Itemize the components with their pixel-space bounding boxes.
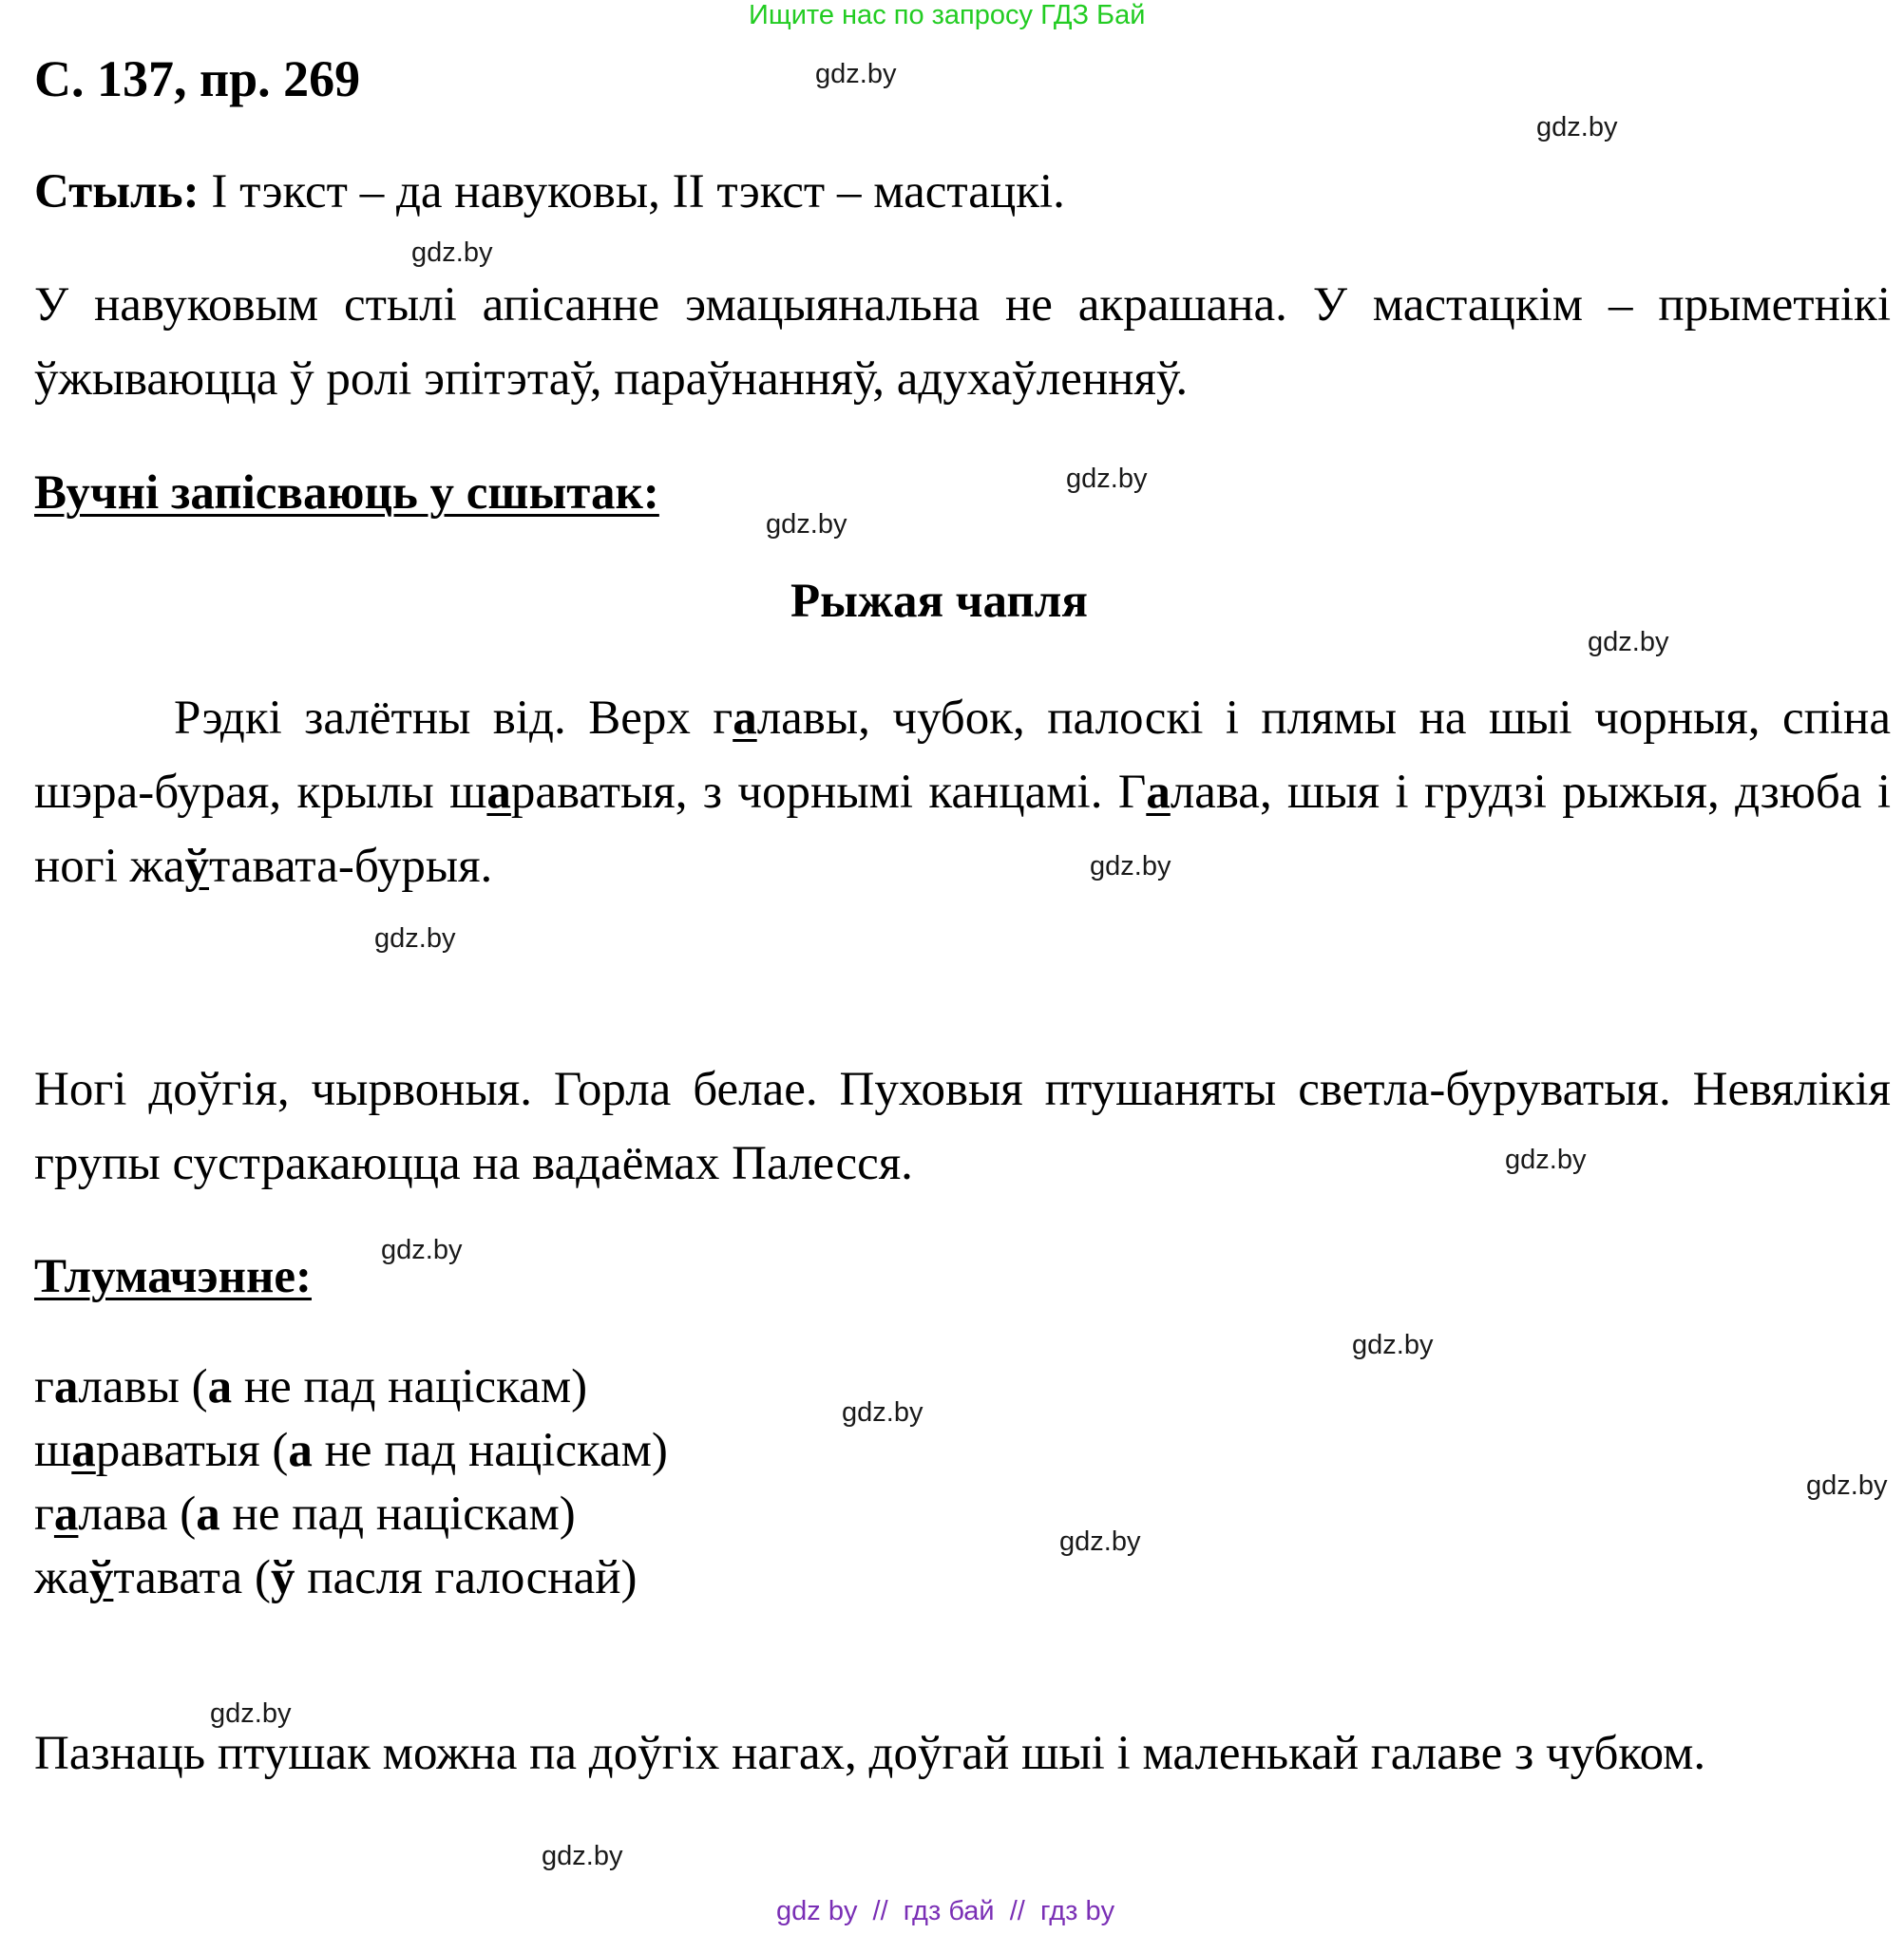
p1-seg4: лава, шыя і грудзі рыжыя, дзюба і ногі жа: [34, 766, 1891, 893]
exp-pre: жа: [34, 1551, 89, 1604]
footer-links[interactable]: gdz by // гдз бай // гдз by: [776, 1896, 1115, 1926]
watermark: gdz.by: [374, 923, 456, 954]
exp-post: тавата (: [113, 1551, 271, 1604]
exp-pre: г: [34, 1488, 54, 1541]
p1-mark4: ў: [184, 840, 210, 893]
watermark: gdz.by: [842, 1397, 923, 1428]
watermark: gdz.by: [542, 1841, 623, 1871]
style-line: [34, 155, 1065, 229]
exp-letter: а: [288, 1424, 313, 1477]
exp-post: лава (: [78, 1488, 197, 1541]
paragraph-2: Ногі доўгія, чырвоныя. Горла белае. Пуховыя птушаняты светла-буруватыя. Невялікія групы сустракаюцца на вадаёмах Палесся.: [34, 1063, 1891, 1190]
p1-seg5: тавата-бурыя.: [209, 840, 493, 893]
exp-mark: а: [53, 1360, 79, 1413]
watermark: gdz.by: [1352, 1330, 1434, 1360]
watermark: gdz.by: [210, 1698, 292, 1729]
explanation-list: [34, 1356, 668, 1610]
watermark: gdz.by: [1066, 464, 1148, 494]
exp-pre: ш: [34, 1424, 72, 1477]
watermark: gdz.by: [1588, 627, 1669, 657]
explanation-row: [34, 1483, 668, 1546]
watermark: gdz.by: [1536, 112, 1618, 142]
exp-rule: не пад націскам): [219, 1488, 576, 1541]
exp-post: раватыя (: [95, 1424, 289, 1477]
watermark: gdz.by: [381, 1235, 463, 1265]
exp-rule: пасля галоснай): [295, 1551, 638, 1604]
explanation-row: [34, 1546, 668, 1610]
exp-post: лавы (: [78, 1360, 208, 1413]
p1-seg1: Рэдкі залётны від. Верх г: [174, 692, 733, 745]
style-text: І тэкст – да навуковы, ІІ тэкст – мастацкі.: [199, 165, 1065, 218]
exp-letter: ў: [270, 1551, 295, 1604]
page-title: С. 137, пр. 269: [34, 50, 361, 107]
notebook-heading: Вучні запісваюць у сшытак:: [34, 466, 659, 520]
watermark: gdz.by: [411, 237, 493, 268]
watermark: gdz.by: [1505, 1145, 1587, 1175]
watermark: gdz.by: [815, 59, 897, 89]
explanation-heading: Тлумачэнне:: [34, 1250, 312, 1303]
p1-seg3: раватыя, з чорнымі канцамі. Г: [510, 766, 1147, 819]
exp-mark: а: [53, 1488, 79, 1541]
conclusion-paragraph: Пазнаць птушак можна па доўгіх нагах, доўгай шыі і маленькай галаве з чубком.: [34, 1727, 1706, 1780]
p1-mark1: а: [733, 692, 757, 745]
watermark: gdz.by: [1806, 1470, 1888, 1501]
p1-seg2: лавы, чубок, палоскі і плямы на шыі чорныя, спіна шэра-бурая, крылы ш: [34, 692, 1891, 819]
exp-mark: а: [71, 1424, 96, 1477]
paragraph-1: [34, 681, 1891, 903]
exp-rule: не пад націскам): [232, 1360, 588, 1413]
explanation-row: [34, 1419, 668, 1483]
p1-mark3: а: [1146, 766, 1171, 819]
exp-mark: ў: [88, 1551, 114, 1604]
comparison-paragraph: У навуковым стылі апісанне эмацыянальна не акрашана. У мастацкім – прыметнікі ўжываюцца ў ролі эпітэтаў, параўнанняў, адухаўленняў.: [34, 278, 1891, 406]
watermark: gdz.by: [1090, 851, 1171, 882]
top-banner[interactable]: Ищите нас по запросу ГДЗ Бай: [749, 0, 1146, 30]
exp-pre: г: [34, 1360, 54, 1413]
text-title: Рыжая чапля: [790, 575, 1088, 628]
exp-rule: не пад націскам): [312, 1424, 668, 1477]
exp-letter: а: [196, 1488, 220, 1541]
exp-letter: а: [207, 1360, 233, 1413]
watermark: gdz.by: [766, 509, 847, 540]
style-label: Стыль:: [34, 165, 200, 218]
explanation-row: [34, 1356, 668, 1419]
p1-mark2: а: [486, 766, 511, 819]
watermark: gdz.by: [1059, 1526, 1141, 1557]
